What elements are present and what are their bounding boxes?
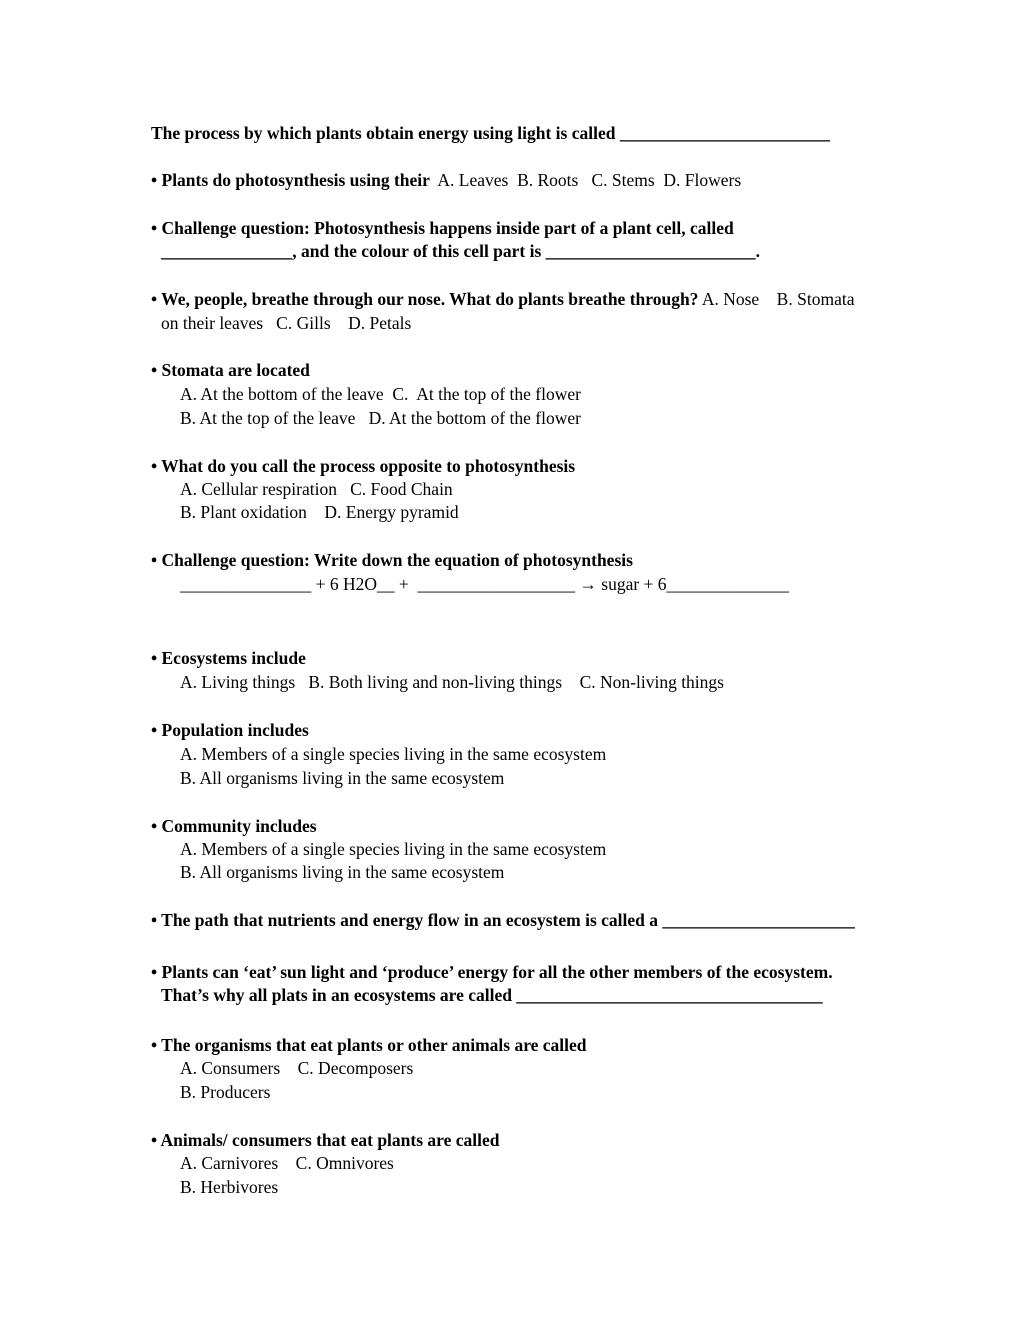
q4-question: • We, people, breathe through our nose. What do plants breathe through? bbox=[151, 289, 699, 309]
q2-options: A. Leaves B. Roots C. Stems D. Flowers bbox=[433, 170, 742, 190]
q4-options-a: A. Nose B. Stomata bbox=[698, 289, 855, 309]
q13-options-row2: B. Producers bbox=[180, 1082, 271, 1102]
q9-question: • Population includes bbox=[151, 720, 309, 740]
q9-options-row2: B. All organisms living in the same ecosystem bbox=[180, 768, 505, 788]
q8-options-row1: A. Living things B. Both living and non-living things C. Non-living things bbox=[180, 672, 724, 692]
q14-question: • Animals/ consumers that eat plants are called bbox=[151, 1130, 500, 1150]
q11-text: • The path that nutrients and energy flow in an ecosystem is called a ______________________ bbox=[151, 910, 855, 930]
q4-options-b: on their leaves C. Gills D. Petals bbox=[161, 313, 412, 333]
q6-options-row1: A. Cellular respiration C. Food Chain bbox=[180, 479, 453, 499]
q9-options-row1: A. Members of a single species living in the same ecosystem bbox=[180, 744, 607, 764]
q8-question: • Ecosystems include bbox=[151, 648, 306, 668]
q6-options-row2: B. Plant oxidation D. Energy pyramid bbox=[180, 502, 459, 522]
q5-question: • Stomata are located bbox=[151, 360, 310, 380]
q13-question: • The organisms that eat plants or other animals are called bbox=[151, 1035, 587, 1055]
q10-options-row2: B. All organisms living in the same ecosystem bbox=[180, 862, 505, 882]
q7-question: • Challenge question: Write down the equation of photosynthesis bbox=[151, 550, 633, 570]
q3-line1: • Challenge question: Photosynthesis happens inside part of a plant cell, called bbox=[151, 218, 734, 238]
q5-options-row2: B. At the top of the leave D. At the bottom of the flower bbox=[180, 408, 581, 428]
q3-line2: _______________, and the colour of this cell part is ________________________. bbox=[161, 241, 761, 261]
q6-question: • What do you call the process opposite to photosynthesis bbox=[151, 456, 576, 476]
q10-question: • Community includes bbox=[151, 816, 317, 836]
q2-question: • Plants do photosynthesis using their bbox=[151, 170, 434, 190]
q4 bbox=[151, 288, 854, 310]
q12-line2: That’s why all plats in an ecosystems are called ___________________________________ bbox=[161, 985, 823, 1005]
q14-options-row2: B. Herbivores bbox=[180, 1177, 279, 1197]
q2 bbox=[151, 169, 741, 191]
q13-options-row1: A. Consumers C. Decomposers bbox=[180, 1058, 414, 1078]
q5-options-row1: A. At the bottom of the leave C. At the top of the flower bbox=[180, 384, 581, 404]
q14-options-row1: A. Carnivores C. Omnivores bbox=[180, 1153, 394, 1173]
q10-options-row1: A. Members of a single species living in the same ecosystem bbox=[180, 839, 607, 859]
q1-text: The process by which plants obtain energy using light is called ________________________ bbox=[151, 123, 830, 143]
q12-line1: • Plants can ‘eat’ sun light and ‘produce’ energy for all the other members of the ecosystem. bbox=[151, 962, 833, 982]
q7-equation: _______________ + 6 H2O__ + __________________ → sugar + 6______________ bbox=[180, 574, 790, 594]
